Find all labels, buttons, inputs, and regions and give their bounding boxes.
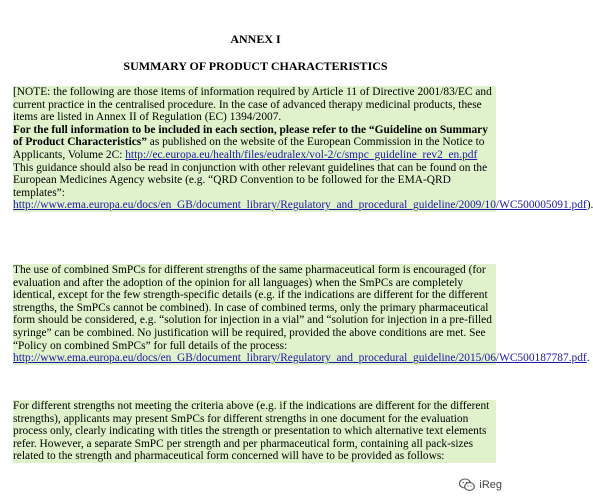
combined-smpc-block <box>13 264 590 365</box>
wechat-icon <box>459 478 475 492</box>
note-reference-tail: as published on the website of the European Commission in the Notice to Applicants, Volume 2C: <box>13 136 485 161</box>
qrd-link[interactable]: http://www.ema.europa.eu/docs/en_GB/document_library/Regulatory_and_procedural_guideline/2009/10/WC500005091.pdf <box>13 199 587 212</box>
guideline-link[interactable]: http://ec.europa.eu/health/files/eudralex/vol-2/c/smpc_guideline_rev2_en.pdf <box>125 148 478 161</box>
note-highlight <box>13 86 593 212</box>
policy-link[interactable]: http://www.ema.europa.eu/docs/en_GB/document_library/Regulatory_and_procedural_guideline/2015/06/WC500187787.pdf <box>13 352 587 365</box>
combined-highlight <box>13 264 590 365</box>
watermark-label: iReg <box>479 479 502 491</box>
document-title: SUMMARY OF PRODUCT CHARACTERISTICS <box>123 59 388 73</box>
note-intro: [NOTE: the following are those items of information required by Article 11 of Directive 2001/83/EC and current practice in the centralised procedure. In the case of advanced therapy medicinal products, these items are listed in Annex II of Regulation (EC) 1394/2007. <box>13 86 492 124</box>
note-block <box>13 86 593 212</box>
policy-tail: . <box>586 352 590 365</box>
note-guidance-text: This guidance should also be read in conjunction with other relevant guidelines that can be found on the European Medicines Agency website (e.g. “QRD Convention to be followed for the EMA-QRD templates”: <box>13 161 488 199</box>
note-bold-reference: For the full information to be included in each section, please refer to the “Guideline on Summary of Product Characteristics” <box>13 123 488 149</box>
different-strengths-block <box>13 400 496 463</box>
annex-title: ANNEX I <box>230 32 281 46</box>
combined-text: The use of combined SmPCs for different strengths of the same pharmaceutical form is encouraged (for evaluation and after the adoption of the opinion for all languages) when the SmPCs are completely identical, except for the few strength-specific details (e.g. if the indications are different for the different strengths, the SmPCs cannot be combined). In case of combined terms, only the primary pharmaceutical form should be considered, e.g. “solution for injection in a vial” and “solution for injection in a pre-filled syringe” can be combined. No justification will be required, provided the above conditions are met. See “Policy on combined SmPCs” for full details of the process: <box>13 264 492 352</box>
watermark <box>456 477 505 493</box>
qrd-tail: ). <box>586 199 593 212</box>
different-highlight <box>13 400 496 463</box>
different-text: For different strengths not meeting the criteria above (e.g. if the indications are different for the different strengths), applicants may present SmPCs for different strengths in one document for the evaluation process only, clearly indicating with titles the strength or presentation to which alternative text elements refer. However, a separate SmPC per strength and per pharmaceutical form, containing all pack-sizes related to the strength and pharmaceutical form concerned will have to be provided as follows: <box>13 400 490 463</box>
